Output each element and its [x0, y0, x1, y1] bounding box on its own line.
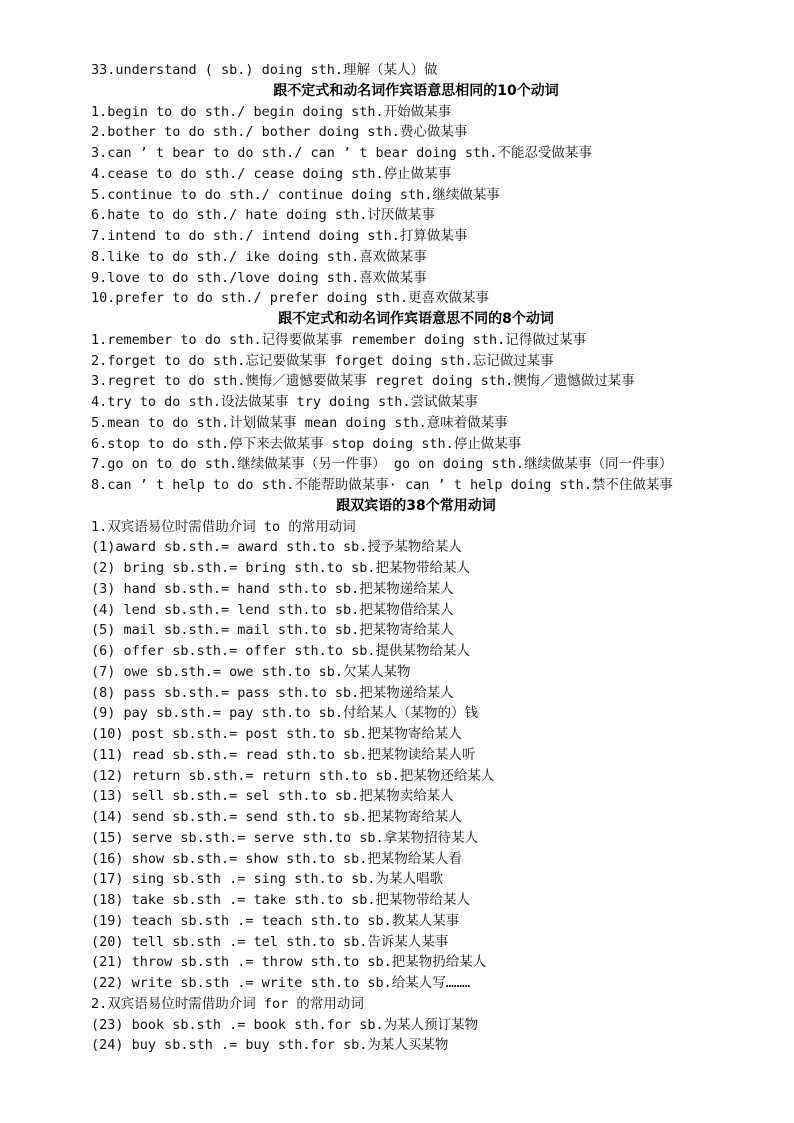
section-heading-double-object: 跟双宾语的38个常用动词 [336, 497, 496, 514]
list-item: (20) tell sb.sth .= tel sth.to sb.告诉某人某事 [91, 933, 449, 950]
list-item: (2) bring sb.sth.= bring sth.to sb.把某物带给某人 [91, 560, 470, 576]
list-item: (1)award sb.sth.= award sth.to sb.授予某物给某人 [91, 539, 462, 556]
list-item: (11) read sb.sth.= read sth.to sb.把某物读给某人听 [91, 746, 476, 763]
list-item: 4.try to do sth.设法做某事 try doing sth.尝试做某事 [91, 394, 478, 410]
list-item: (21) throw sb.sth .= throw sth.to sb.把某物扔给某人 [91, 954, 487, 971]
section-heading-same-meaning: 跟不定式和动名词作宾语意思相同的10个动词 [273, 82, 559, 99]
list-item: 8.can ’ t help to do sth.不能帮助做某事· can ’ t help doing sth.禁不住做某事 [91, 477, 673, 493]
intro-line: 33.understand ( sb.) doing sth.理解（某人）做 [91, 62, 438, 78]
list-item: 7.intend to do sth./ intend doing sth.打算做某事 [91, 228, 468, 244]
list-item: 1.remember to do sth.记得要做某事 remember doing sth.记得做过某事 [91, 331, 587, 348]
list-item: 2.forget to do sth.忘记要做某事 forget doing sth.忘记做过某事 [91, 352, 554, 369]
list-item: 9.love to do sth./love doing sth.喜欢做某事 [91, 269, 427, 286]
list-item: (7) owe sb.sth.= owe sth.to sb.欠某人某物 [91, 663, 411, 680]
list-item: 10.prefer to do sth./ prefer doing sth.更喜欢做某事 [91, 290, 489, 307]
list-item: (24) buy sb.sth .= buy sth.for sb.为某人买某物 [91, 1037, 449, 1054]
list-item: (10) post sb.sth.= post sth.to sb.把某物寄给某人 [91, 726, 462, 742]
list-item: 3.can ’ t bear to do sth./ can ’ t bear doing sth.不能忍受做某事 [91, 145, 592, 161]
list-item: 7.go on to do sth.继续做某事（另一件事） go on doing sth.继续做某事（同一件事） [91, 456, 673, 473]
list-item: 6.hate to do sth./ hate doing sth.讨厌做某事 [91, 207, 435, 224]
subsection-heading-to: 1.双宾语易位时需借助介词 to 的常用动词 [91, 518, 356, 535]
list-item: 6.stop to do sth.停下来去做某事 stop doing sth.停止做某事 [91, 435, 522, 452]
double-object-to-list [91, 537, 741, 994]
list-item: 8.like to do sth./ ike doing sth.喜欢做某事 [91, 248, 427, 265]
list-item: 5.continue to do sth./ continue doing sth.继续做某事 [91, 186, 500, 203]
list-item: (12) return sb.sth.= return sth.to sb.把某物还给某人 [91, 767, 495, 784]
list-item: (5) mail sb.sth.= mail sth.to sb.把某物寄给某人 [91, 622, 454, 639]
list-item: (15) serve sb.sth.= serve sth.to sb.拿某物招待某人 [91, 829, 479, 846]
document-page [91, 60, 741, 1056]
list-item: (9) pay sb.sth.= pay sth.to sb.付给某人（某物的）钱 [91, 705, 478, 722]
list-item: (19) teach sb.sth .= teach sth.to sb.教某人某事 [91, 912, 460, 929]
subsection-heading-for: 2.双宾语易位时需借助介词 for 的常用动词 [91, 995, 364, 1012]
list-item: 2.bother to do sth./ bother doing sth.费心做某事 [91, 124, 468, 141]
list-item: 1.begin to do sth./ begin doing sth.开始做某事 [91, 103, 452, 120]
list-item: (14) send sb.sth.= send sth.to sb.把某物寄给某人 [91, 809, 462, 825]
different-meaning-list [91, 330, 741, 496]
list-item: 4.cease to do sth./ cease doing sth.停止做某事 [91, 165, 452, 182]
list-item: (6) offer sb.sth.= offer sth.to sb.提供某物给某人 [91, 643, 470, 659]
list-item: (3) hand sb.sth.= hand sth.to sb.把某物递给某人 [91, 580, 454, 597]
list-item: (23) book sb.sth .= book sth.for sb.为某人预订某物 [91, 1016, 479, 1033]
list-item: (22) write sb.sth .= write sth.to sb.给某人写……… [91, 975, 471, 991]
section-heading-different-meaning: 跟不定式和动名词作宾语意思不同的8个动词 [278, 311, 554, 327]
list-item: (18) take sb.sth .= take sth.to sb.把某物带给某人 [91, 892, 470, 908]
list-item: (13) sell sb.sth.= sel sth.to sb.把某物卖给某人 [91, 788, 454, 805]
double-object-for-list [91, 1015, 741, 1057]
list-item: 3.regret to do sth.懊悔／遗憾要做某事 regret doing sth.懊悔／遗憾做过某事 [91, 373, 635, 390]
list-item: 5.mean to do sth.计划做某事 mean doing sth.意味着做某事 [91, 414, 508, 431]
list-item: (17) sing sb.sth .= sing sth.to sb.为某人唱歌 [91, 871, 443, 888]
list-item: (16) show sb.sth.= show sth.to sb.把某物给某人看 [91, 850, 462, 867]
same-meaning-list [91, 102, 741, 310]
list-item: (8) pass sb.sth.= pass sth.to sb.把某物递给某人 [91, 684, 454, 701]
list-item: (4) lend sb.sth.= lend sth.to sb.把某物借给某人 [91, 601, 454, 618]
